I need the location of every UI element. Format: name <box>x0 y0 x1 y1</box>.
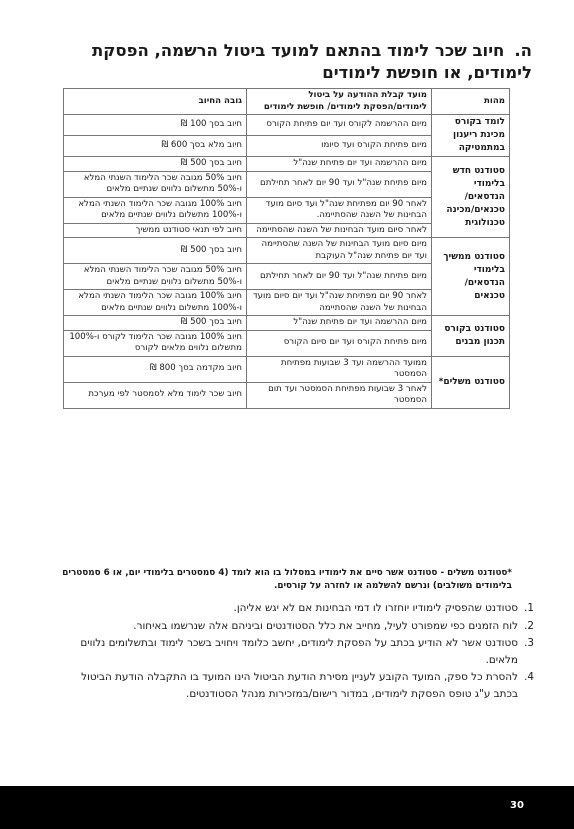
amount-cell: חיוב לפי תנאי סטודנט ממשיך <box>64 223 247 238</box>
list-item-number: 4. <box>524 671 534 683</box>
amount-cell: חיוב בסך 500 ₪ <box>64 157 247 172</box>
category-cell: סטודנט ממשיך בלימודי הנדסאים/ טכנאים <box>432 238 510 316</box>
timing-cell: מיום סיום מועד הבחינות של השנה שהסתיימה ועד יום פתיחת שנה"ל העוקבת <box>247 238 432 264</box>
amount-cell: חיוב 100% מגובה שכר הלימוד לקורס ו-100% מתשלום נלווים מלאים לקורס <box>64 330 247 356</box>
timing-cell: מיום ההרשמה ועד יום פתיחת שנה"ל <box>247 157 432 172</box>
heading-line-1: ה.חיוב שכר לימוד בהתאם למועד ביטול הרשמה, הפסקת <box>91 41 532 60</box>
timing-cell: מיום פתיחת הקורס ועד יום סיום הקורס <box>247 330 432 356</box>
table-row <box>64 115 510 136</box>
header-category: מהות <box>432 89 510 115</box>
footnote: *סטודנט משלים - סטודנט אשר סיים את לימודיו במסלול בו הוא לומד (4 סמסטרים בלימודי יום, או 6 סמסטרים בלימודים משולבים) ונרשם להשלמה או לחזרה על קורסים. <box>62 568 512 591</box>
fees-table <box>63 88 510 409</box>
amount-cell: חיוב בסך 500 ₪ <box>64 316 247 331</box>
category-cell: סטודנט בקורס תכנון מבנים <box>432 316 510 357</box>
timing-cell: מיום פתיחת שנה"ל ועד 90 יום לאחר תחילתם <box>247 264 432 290</box>
section-heading <box>32 40 532 84</box>
amount-cell: חיוב 100% מגובה שכר הלימוד השנתי המלא ו-100% מתשלום נלווים שנתיים מלאים <box>64 290 247 316</box>
timing-cell: ממועד ההרשמה ועד 3 שבועות מפתיחת הסמסטר <box>247 356 432 382</box>
timing-cell: לאחר 90 יום מפתיחת שנה"ל ועד יום סיום מועד הבחינות של השנה שהסתיימה <box>247 290 432 316</box>
amount-cell: חיוב בסך 500 ₪ <box>64 238 247 264</box>
amount-cell: חיוב 100% מגובה שכר הלימוד השנתי המלא ו-100% מתשלום נלווים שנתיים מלאים <box>64 197 247 223</box>
header-amount: גובה החיוב <box>64 89 247 115</box>
list-item <box>72 618 534 635</box>
timing-cell: לאחר 90 יום מפתיחת שנה"ל ועד סיום מועד הבחינות של השנה שהסתיימה. <box>247 197 432 223</box>
amount-cell: חיוב מלא בסך 600 ₪ <box>64 136 247 157</box>
timing-cell: מיום ההרשמה לקורס ועד יום פתיחת הקורס <box>247 115 432 136</box>
table-row <box>64 356 510 382</box>
list-item <box>72 635 534 668</box>
list-item-number: 1. <box>524 602 534 614</box>
category-cell: סטודנט חדש בלימודי הנדסאים/ טכנאים/מכינה טכנולוגית <box>432 157 510 238</box>
amount-cell: חיוב 50% מגובה שכר הלימוד השנתי המלא ו-50% מתשלום נלווים שנתיים מלאים <box>64 171 247 197</box>
page-number: 30 <box>510 800 524 811</box>
table-row <box>64 238 510 264</box>
list-item-number: 2. <box>524 619 534 632</box>
timing-cell: מיום פתיחת שנה"ל ועד 90 יום לאחר תחילתם <box>247 171 432 197</box>
list-item-text: סטודנט שהפסיק לימודיו יוחזרו לו דמי הבחינות אם לא יגש אליהן. <box>233 602 518 614</box>
table-row <box>64 157 510 172</box>
list-item-text: לוח הזמנים כפי שמפורט לעיל, מחייב את כלל הסטודנטים וביניהם אלה שנרשמו באיחור. <box>133 619 518 632</box>
timing-cell: מיום פתיחת הקורס ועד סיומו <box>247 136 432 157</box>
category-cell: לומד בקורס מכינת ריענון במתמטיקה <box>432 115 510 157</box>
amount-cell: חיוב שכר לימוד מלא לסמסטר לפי מערכת <box>64 382 247 408</box>
list-item-text: להסרת כל ספק, המועד הקובע לעניין מסירת הודעת הביטול הינו המועד בו התקבלה הודעת הביטול בכתב ע"ג טופס הפסקת לימודים, במדור רישום/במזכירות מנהל הסטודנטים. <box>81 671 518 700</box>
list-item-text: סטודנט אשר לא הודיע בכתב על הפסקת לימודים, יחשב כלומד ויחויב בשכר לימוד ובתשלומים נלווים מלאים. <box>80 637 518 666</box>
heading-line-2: לימודים, או חופשת לימודים <box>322 63 532 82</box>
amount-cell: חיוב 50% מגובה שכר הלימוד השנתי המלא ו-50% מתשלום נלווים שנתיים מלאים <box>64 264 247 290</box>
table-row <box>64 316 510 331</box>
amount-cell: חיוב מקדמה בסך 800 ₪ <box>64 356 247 382</box>
footer-bar <box>0 786 574 829</box>
section-letter: ה. <box>514 41 532 60</box>
timing-cell: לאחר סיום מועד הבחינות של השנה שהסתיימה <box>247 223 432 238</box>
amount-cell: חיוב בסך 100 ₪ <box>64 115 247 136</box>
list-item-number: 3. <box>524 637 534 649</box>
list-item <box>72 669 534 702</box>
timing-cell: לאחר 3 שבועות מפתיחת הסמסטר ועד תום הסמסטר <box>247 382 432 408</box>
header-timing: מועד קבלת ההודעה על ביטול לימודים/הפסקת לימודים/ חופשת לימודים <box>247 89 432 115</box>
timing-cell: מיום ההרשמה ועד יום פתיחת שנה"ל <box>247 316 432 331</box>
rules-list <box>72 600 534 703</box>
list-item <box>72 600 534 617</box>
table-header-row <box>64 89 510 115</box>
category-cell: סטודנט משלים* <box>432 356 510 408</box>
